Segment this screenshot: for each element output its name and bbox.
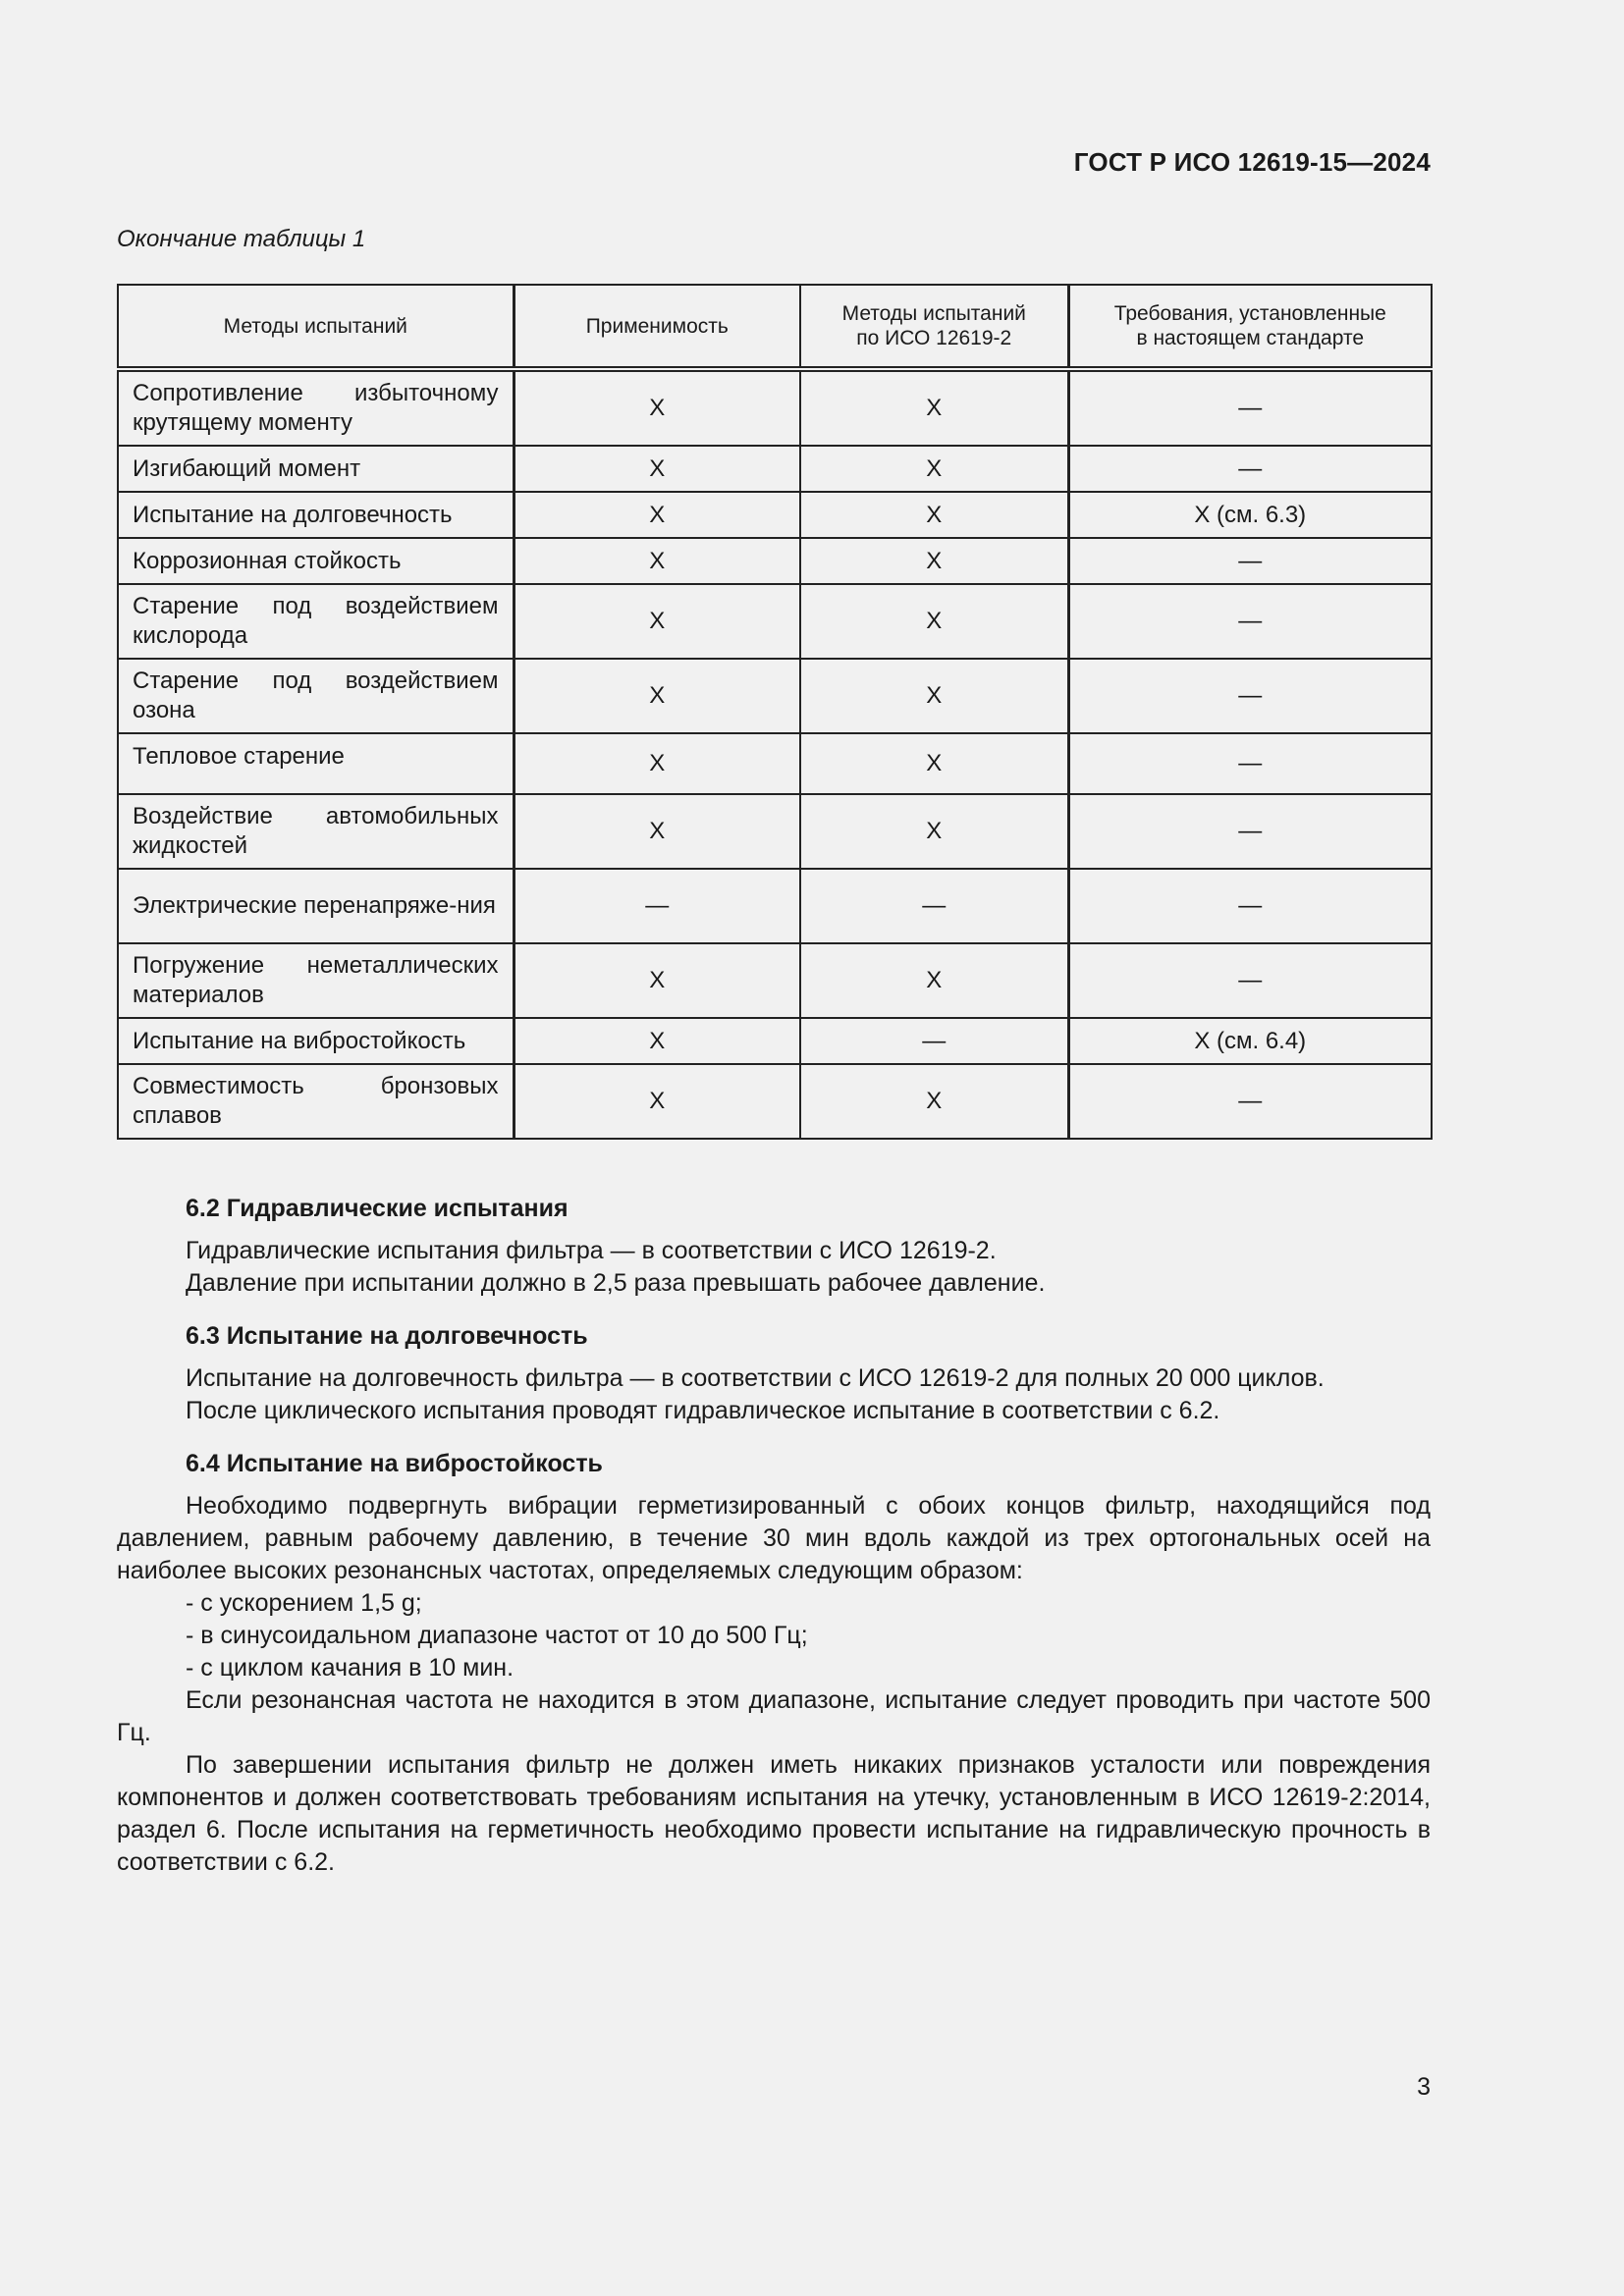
applicability-cell: X bbox=[514, 1064, 800, 1139]
iso-method-cell: X bbox=[800, 369, 1068, 446]
requirements-cell: — bbox=[1068, 446, 1432, 492]
iso-method-cell: X bbox=[800, 1064, 1068, 1139]
paragraph: После циклического испытания проводят гидравлическое испытание в соответствии с 6.2. bbox=[186, 1397, 1220, 1424]
applicability-cell: X bbox=[514, 369, 800, 446]
method-cell: Электрические перенапряже-ния bbox=[118, 869, 514, 943]
table-row bbox=[118, 659, 1432, 733]
list-item: - с ускорением 1,5 g; bbox=[186, 1589, 422, 1617]
requirements-cell: — bbox=[1068, 794, 1432, 869]
requirements-cell: X (см. 6.3) bbox=[1068, 492, 1432, 538]
table-row bbox=[118, 584, 1432, 659]
iso-method-cell: X bbox=[800, 659, 1068, 733]
section-title-6-2: 6.2 Гидравлические испытания bbox=[186, 1195, 568, 1222]
applicability-cell: X bbox=[514, 446, 800, 492]
paragraph: Гидравлические испытания фильтра — в соответствии с ИСО 12619-2. bbox=[186, 1237, 997, 1264]
applicability-cell: X bbox=[514, 659, 800, 733]
document-header-id: ГОСТ Р ИСО 12619-15—2024 bbox=[1073, 147, 1431, 177]
method-cell: Старение под воздействием кислорода bbox=[118, 584, 514, 659]
requirements-cell: — bbox=[1068, 584, 1432, 659]
requirements-cell: — bbox=[1068, 943, 1432, 1018]
iso-method-cell: X bbox=[800, 733, 1068, 794]
method-cell: Воздействие автомобильных жидкостей bbox=[118, 794, 514, 869]
paragraph: Если резонансная частота не находится в этом диапазоне, испытание следует проводить при частоте 500 Гц. bbox=[117, 1686, 1431, 1746]
iso-method-cell: X bbox=[800, 943, 1068, 1018]
applicability-cell: X bbox=[514, 538, 800, 584]
body-text bbox=[117, 1190, 1431, 1879]
method-cell: Испытание на долговечность bbox=[118, 492, 514, 538]
table-row bbox=[118, 794, 1432, 869]
requirements-cell: — bbox=[1068, 538, 1432, 584]
requirements-cell: — bbox=[1068, 659, 1432, 733]
test-methods-table bbox=[117, 284, 1433, 1140]
column-header-iso-methods: Методы испытаний по ИСО 12619-2 bbox=[800, 285, 1068, 369]
list-item: - с циклом качания в 10 мин. bbox=[186, 1654, 514, 1682]
applicability-cell: X bbox=[514, 794, 800, 869]
column-header-methods: Методы испытаний bbox=[118, 285, 514, 369]
applicability-cell: — bbox=[514, 869, 800, 943]
requirements-cell: — bbox=[1068, 369, 1432, 446]
method-cell: Коррозионная стойкость bbox=[118, 538, 514, 584]
iso-method-cell: X bbox=[800, 538, 1068, 584]
iso-method-cell: X bbox=[800, 794, 1068, 869]
table-caption: Окончание таблицы 1 bbox=[117, 226, 366, 252]
table-row bbox=[118, 492, 1432, 538]
table-row bbox=[118, 943, 1432, 1018]
applicability-cell: X bbox=[514, 943, 800, 1018]
section-title-6-3: 6.3 Испытание на долговечность bbox=[186, 1322, 588, 1350]
table-row bbox=[118, 369, 1432, 446]
method-cell: Изгибающий момент bbox=[118, 446, 514, 492]
method-cell: Тепловое старение bbox=[118, 733, 514, 794]
applicability-cell: X bbox=[514, 733, 800, 794]
section-title-6-4: 6.4 Испытание на вибростойкость bbox=[186, 1450, 603, 1477]
iso-method-cell: X bbox=[800, 584, 1068, 659]
table-row bbox=[118, 538, 1432, 584]
table-row bbox=[118, 1018, 1432, 1064]
method-cell: Испытание на вибростойкость bbox=[118, 1018, 514, 1064]
table-row bbox=[118, 869, 1432, 943]
iso-method-cell: X bbox=[800, 492, 1068, 538]
requirements-cell: — bbox=[1068, 869, 1432, 943]
table-row bbox=[118, 446, 1432, 492]
method-cell: Совместимость бронзовых сплавов bbox=[118, 1064, 514, 1139]
column-header-applicability: Применимость bbox=[514, 285, 800, 369]
requirements-cell: — bbox=[1068, 733, 1432, 794]
page-number: 3 bbox=[1417, 2073, 1431, 2101]
column-header-requirements: Требования, установленные в настоящем стандарте bbox=[1068, 285, 1432, 369]
iso-method-cell: X bbox=[800, 446, 1068, 492]
paragraph: Давление при испытании должно в 2,5 раза превышать рабочее давление. bbox=[186, 1269, 1046, 1297]
requirements-cell: X (см. 6.4) bbox=[1068, 1018, 1432, 1064]
applicability-cell: X bbox=[514, 584, 800, 659]
method-cell: Сопротивление избыточному крутящему моменту bbox=[118, 369, 514, 446]
iso-method-cell: — bbox=[800, 869, 1068, 943]
table-row bbox=[118, 1064, 1432, 1139]
method-cell: Старение под воздействием озона bbox=[118, 659, 514, 733]
paragraph: Необходимо подвергнуть вибрации герметизированный с обоих концов фильтр, находящийся под давлением, равным рабочему давлению, в течение 30 мин вдоль каждой из трех ортогональных осей на наиболее высоких резонансных частотах, определяемых следующим образом: bbox=[117, 1492, 1431, 1584]
requirements-cell: — bbox=[1068, 1064, 1432, 1139]
iso-method-cell: — bbox=[800, 1018, 1068, 1064]
applicability-cell: X bbox=[514, 492, 800, 538]
paragraph: По завершении испытания фильтр не должен иметь никаких признаков усталости или повреждения компонентов и должен соответствовать требованиям испытания на утечку, установленным в ИСО 12619-2:2014, раздел 6. После испытания на герметичность необходимо провести испытание на гидравлическую прочность в соответствии с 6.2. bbox=[117, 1751, 1431, 1876]
table-row bbox=[118, 733, 1432, 794]
requirements-list bbox=[117, 1587, 1431, 1684]
list-item: - в синусоидальном диапазоне частот от 10 до 500 Гц; bbox=[186, 1622, 808, 1649]
paragraph: Испытание на долговечность фильтра — в соответствии с ИСО 12619-2 для полных 20 000 циклов. bbox=[186, 1364, 1325, 1392]
table-header-row bbox=[118, 285, 1432, 369]
method-cell: Погружение неметаллических материалов bbox=[118, 943, 514, 1018]
applicability-cell: X bbox=[514, 1018, 800, 1064]
